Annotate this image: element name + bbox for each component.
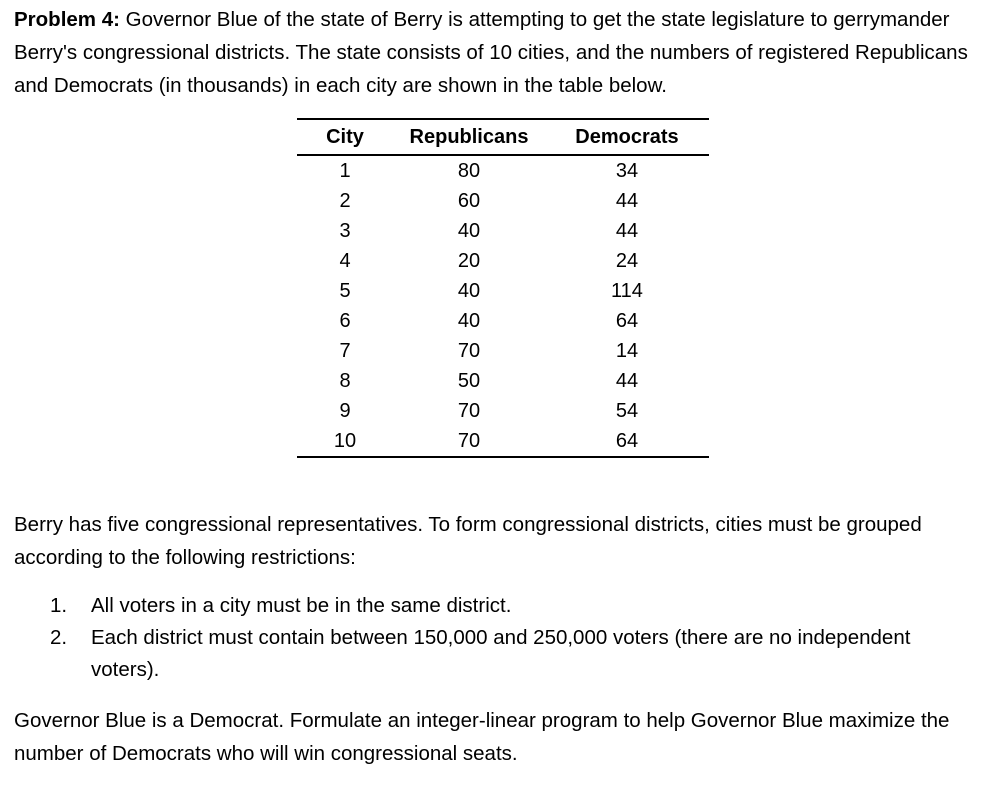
list-item [50,590,950,622]
city-cell: 9 [339,399,351,422]
democrats-cell: 64 [615,309,639,332]
list-item [50,622,950,686]
democrats-cell: 44 [615,219,639,242]
republicans-cell: 70 [457,399,481,422]
city-cell: 6 [339,309,351,332]
city-cell: 3 [339,219,351,242]
list-item-text: All voters in a city must be in the same district. [91,594,512,617]
city-cell: 8 [339,369,351,392]
restrictions-intro-paragraph: Berry has five congressional representatives. To form congressional districts, cities must be grouped according to the following restrictions: [14,513,922,569]
republicans-cell: 70 [393,426,545,457]
table-header-row [297,119,709,155]
table-row [297,336,709,366]
city-cell: 10 [297,426,393,457]
democrats-cell: 114 [611,279,643,302]
democrats-cell: 34 [615,159,639,182]
header-republicans: Republicans [393,119,545,155]
list-item-number: 2. [50,626,68,649]
democrats-cell: 14 [615,339,639,362]
democrats-cell: 44 [615,369,639,392]
democrats-cell: 64 [545,426,709,457]
table-row [297,396,709,426]
republicans-cell: 80 [457,159,481,182]
restrictions-list [50,590,950,686]
republicans-cell: 70 [457,339,481,362]
city-voter-table [297,118,709,458]
city-cell: 7 [339,339,351,362]
table-row [297,246,709,276]
city-cell: 5 [339,279,351,302]
table-row [297,186,709,216]
republicans-cell: 40 [457,219,481,242]
republicans-cell: 50 [457,369,481,392]
table-row [297,426,709,457]
problem-label: Problem 4: [14,8,120,31]
list-item-number: 1. [50,594,68,617]
header-democrats: Democrats [545,119,709,155]
objective-paragraph: Governor Blue is a Democrat. Formulate an integer-linear program to help Governor Blue maximize the number of Democrats who will win congressional seats. [14,709,950,765]
republicans-cell: 60 [457,189,481,212]
democrats-cell: 24 [615,249,639,272]
problem-intro-text: Governor Blue of the state of Berry is attempting to get the state legislature to gerrymander Berry's congressional districts. The state consists of 10 cities, and the numbers of registered Republicans and Democrats (in thousands) in each city are shown in the table below. [14,8,968,97]
table-row [297,366,709,396]
democrats-cell: 44 [615,189,639,212]
table-row [297,155,709,186]
republicans-cell: 40 [457,309,481,332]
republicans-cell: 20 [457,249,481,272]
header-city: City [297,119,393,155]
city-cell: 2 [339,189,351,212]
city-cell: 1 [339,159,351,182]
table-row [297,306,709,336]
democrats-cell: 54 [615,399,639,422]
table-row [297,216,709,246]
city-cell: 4 [339,249,351,272]
problem-intro-paragraph [14,3,982,102]
table-row [297,276,709,306]
list-item-text: Each district must contain between 150,000 and 250,000 voters (there are no independent voters). [91,626,911,681]
republicans-cell: 40 [457,279,481,302]
